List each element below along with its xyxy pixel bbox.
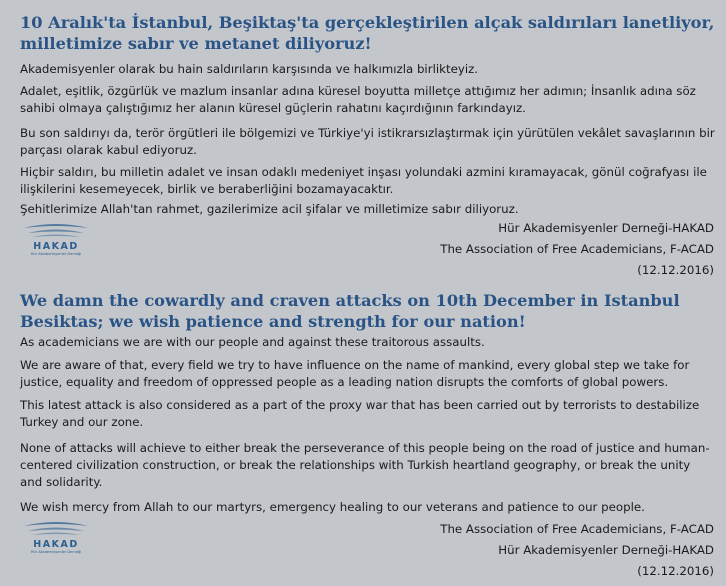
english-title: We damn the cowardly and craven attacks on 10th December in Istanbul Besiktas; we wish patience and strength for our nation! bbox=[20, 291, 680, 331]
logo-name: HAKAD bbox=[33, 241, 79, 252]
hakad-logo bbox=[20, 222, 92, 258]
signature-date: (12.12.2016) bbox=[637, 263, 714, 277]
english-paragraph-2: We are aware of that, every field we try to have influence on the name of mankind, every global step we take for justice, equality and freedom of oppressed people as a leading nation disrupts the comforts of global powers. bbox=[20, 358, 690, 389]
turkish-paragraph-1: Akademisyenler olarak bu hain saldırıların karşısında ve halkımızla birlikteyiz. bbox=[20, 62, 479, 76]
turkish-signature bbox=[440, 220, 714, 283]
logo-tagline: Hür Akademisyenler Derneği bbox=[30, 550, 82, 554]
hakad-logo-2 bbox=[20, 520, 92, 556]
turkish-paragraph-4: Hiçbir saldırı, bu milletin adalet ve insan odaklı medeniyet inşası yolundaki azmini kıramayacak, gönül coğrafyası ile ilişkilerini kesemeyecek, birlik ve beraberliğini bozamayacaktır. bbox=[20, 165, 707, 196]
english-paragraph-5: We wish mercy from Allah to our martyrs, emergency healing to our veterans and patience to our people. bbox=[20, 500, 645, 514]
english-signature bbox=[440, 521, 714, 584]
turkish-statement bbox=[20, 12, 715, 54]
signature-line-2: Hür Akademisyenler Derneği-HAKAD bbox=[498, 543, 714, 557]
turkish-paragraph-3: Bu son saldırıyı da, terör örgütleri ile bölgemizi ve Türkiye'yi istikrarsızlaştırmak için yürütülen vekâlet savaşlarının bir parçası olarak kabul ediyoruz. bbox=[20, 126, 715, 157]
logo-name: HAKAD bbox=[33, 539, 79, 550]
signature-line-1: Hür Akademisyenler Derneği-HAKAD bbox=[498, 221, 714, 235]
turkish-paragraph-2: Adalet, eşitlik, özgürlük ve mazlum insanlar adına küresel boyutta milletçe attığımız her adımın; İnsanlık adına söz sahibi olmaya çalıştığımız her alanın küresel güçlerin rahatını kaçırdığının farkındayız. bbox=[20, 84, 696, 115]
signature-date: (12.12.2016) bbox=[637, 564, 714, 578]
turkish-paragraph-5: Şehitlerimize Allah'tan rahmet, gazilerimize acil şifalar ve milletimize sabır diliyoruz. bbox=[20, 202, 519, 216]
english-paragraph-3: This latest attack is also considered as a part of the proxy war that has been carried out by terrorists to destabilize Turkey and our zone. bbox=[20, 398, 700, 429]
signature-line-2: The Association of Free Academicians, F-ACAD bbox=[440, 242, 714, 256]
turkish-title: 10 Aralık'ta İstanbul, Beşiktaş'ta gerçekleştirilen alçak saldırıları lanetliyor, milletimize sabır ve metanet diliyoruz! bbox=[20, 13, 715, 53]
english-statement bbox=[20, 290, 715, 332]
logo-tagline: Hür Akademisyenler Derneği bbox=[30, 252, 82, 256]
signature-line-1: The Association of Free Academicians, F-ACAD bbox=[440, 522, 714, 536]
english-paragraph-4: None of attacks will achieve to either break the perseverance of this people being on the road of justice and human-centered civilization construction, or break the relationships with Turkish heartland geography, or break the unity and solidarity. bbox=[20, 441, 710, 489]
english-paragraph-1: As academicians we are with our people and against these traitorous assaults. bbox=[20, 335, 485, 349]
